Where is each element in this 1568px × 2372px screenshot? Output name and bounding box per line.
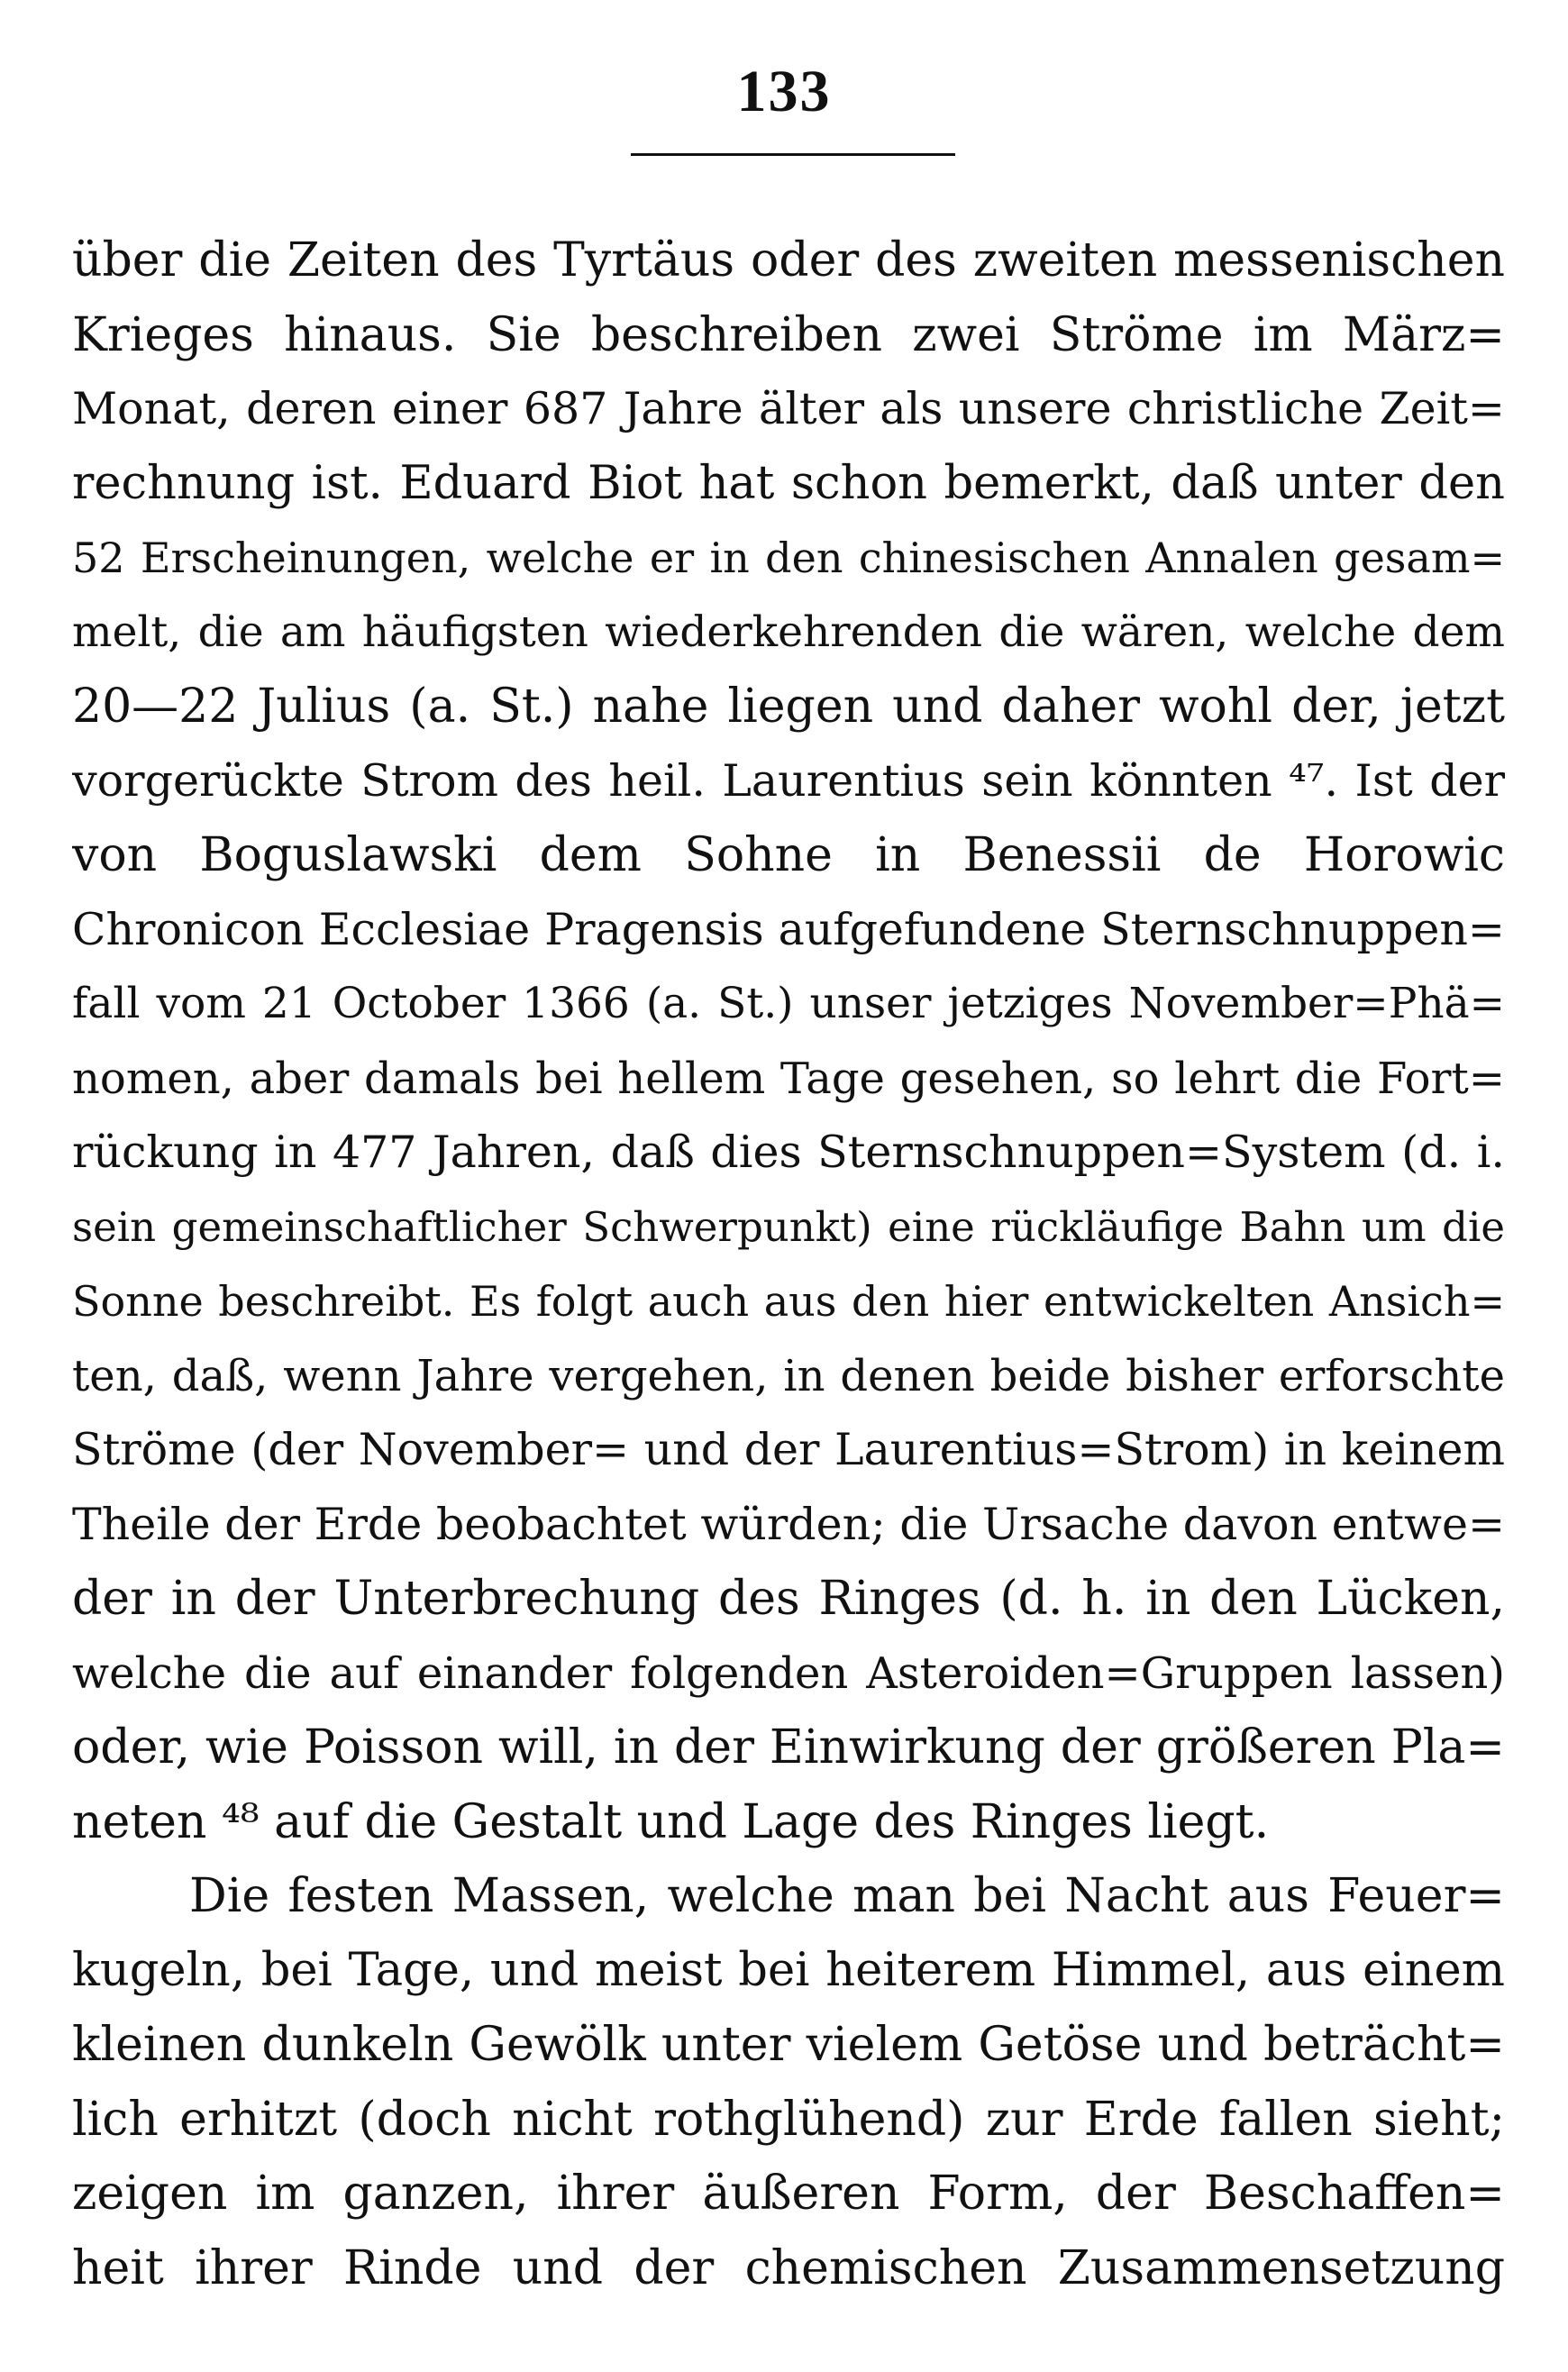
text-line: rechnung ist. Eduard Biot hat schon bemerkt, daß unter den [72,456,1505,510]
body-text [72,224,1505,2305]
text-line: welche die auf einander folgenden Asteroiden=Gruppen lassen) [72,1647,1505,1699]
page-number: 133 [736,59,832,124]
text-line: von Boguslawski dem Sohne in Benessii de Horowic [72,828,1505,882]
text-line: kleinen dunkeln Gewölk unter vielem Getöse und beträcht= [72,2018,1505,2072]
text-line: oder, wie Poisson will, in der Einwirkung der größeren Pla= [72,1720,1505,1774]
text-line: Ströme (der November= und der Laurentius=Strom) in keinem [72,1424,1505,1475]
text-line: nomen, aber damals bei hellem Tage gesehen, so lehrt die Fort= [72,1053,1505,1104]
text-line: ten, daß, wenn Jahre vergehen, in denen beide bisher erforschte [72,1350,1505,1401]
text-line: melt, die am häufigsten wiederkehrenden die wären, welche dem [72,607,1505,657]
text-line: sein gemeinschaftlicher Schwerpunkt) eine rückläufige Bahn um die [72,1202,1505,1251]
text-line: fall vom 21 October 1366 (a. St.) unser jetziges November=Phä= [72,979,1505,1028]
text-line: rückung in 477 Jahren, daß dies Sternschnuppen=System (d. i. [72,1127,1505,1178]
text-line: zeigen im ganzen, ihrer äußeren Form, der Beschaffen= [72,2167,1505,2221]
text-line: über die Zeiten des Tyrtäus oder des zweiten messenischen [72,233,1505,287]
header-rule [631,153,955,156]
text-line: Sonne beschreibt. Es folgt auch aus den hier entwickelten Ansich= [72,1277,1505,1326]
paragraph-end-line: neten ⁴⁸ auf die Gestalt und Lage des Ringes liegt. [72,1794,1270,1849]
text-line: Theile der Erde beobachtet würden; die Ursache davon entwe= [72,1498,1505,1550]
text-line: lich erhitzt (doch nicht rothglühend) zur Erde fallen sieht; [72,2092,1505,2147]
text-line: Chronicon Ecclesiae Pragensis aufgefundene Sternschnuppen= [72,903,1505,955]
text-line: kugeln, bei Tage, und meist bei heiterem Himmel, aus einem [72,1943,1505,1997]
text-line: 52 Erscheinungen, welche er in den chinesischen Annalen gesam= [72,534,1505,582]
paragraph-first-line: Die festen Massen, welche man bei Nacht aus Feuer= [189,1869,1505,1923]
text-line: der in der Unterbrechung des Ringes (d. h. in den Lücken, [72,1572,1505,1626]
text-line: heit ihrer Rinde und der chemischen Zusammensetzung [72,2240,1505,2295]
text-line: vorgerückte Strom des heil. Laurentius sein könnten ⁴⁷. Ist der [72,754,1505,807]
text-line: 20—22 Julius (a. St.) nahe liegen und daher wohl der, jetzt [72,680,1505,734]
text-line: Krieges hinaus. Sie beschreiben zwei Ströme im März= [72,307,1505,362]
text-line: Monat, deren einer 687 Jahre älter als unsere christliche Zeit= [72,383,1505,434]
